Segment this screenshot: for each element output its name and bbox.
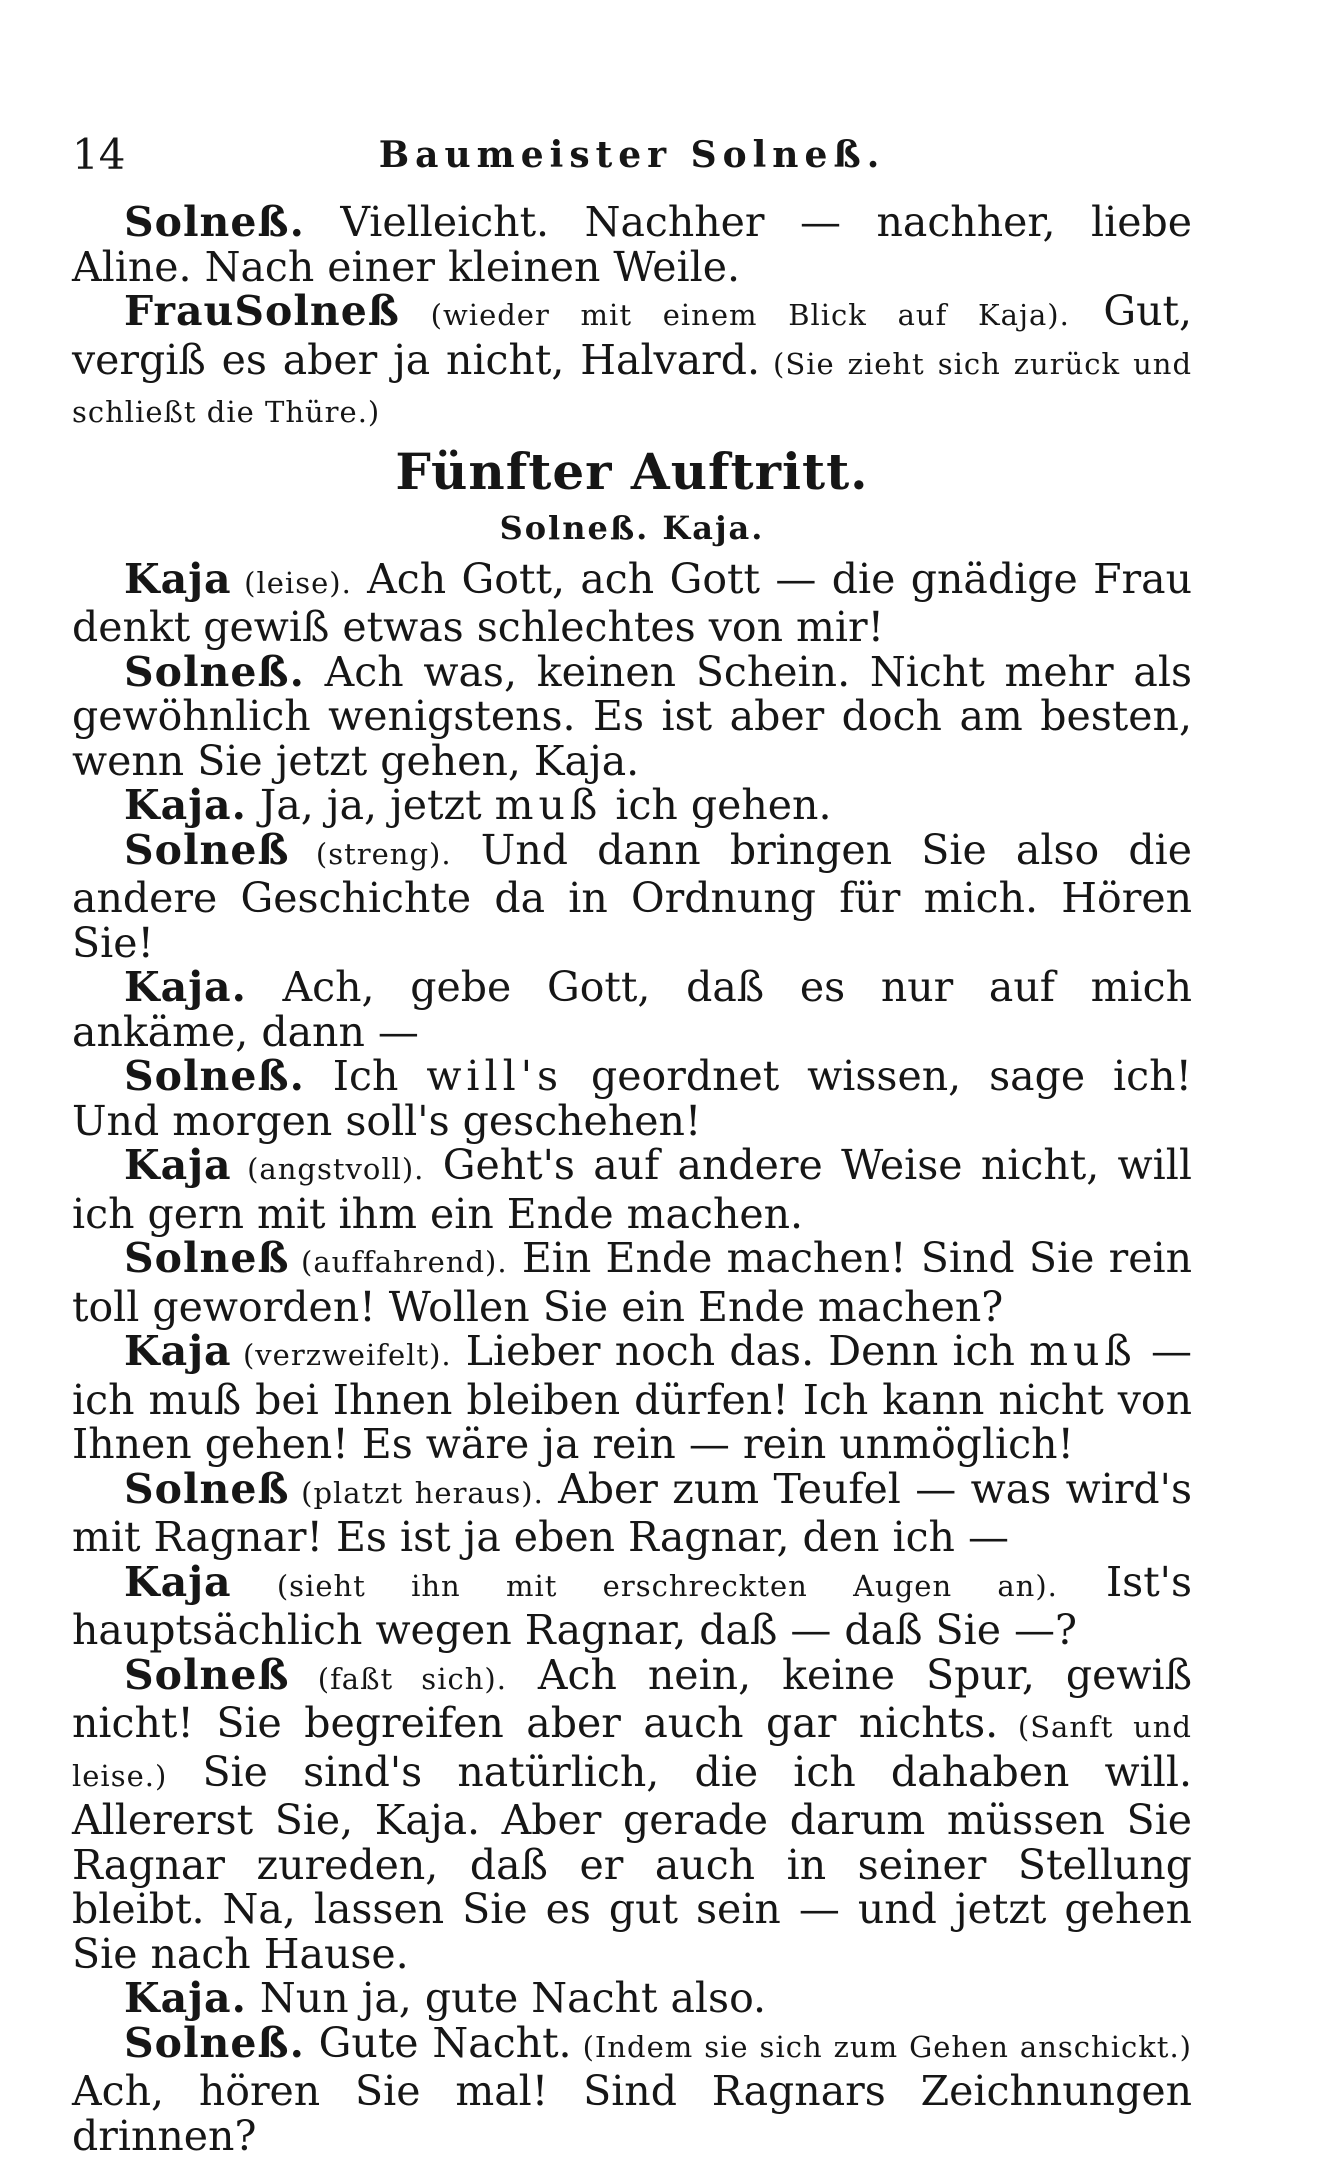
speaker-name: Kaja xyxy=(124,1557,232,1606)
speaker-name: Solneß xyxy=(124,1650,290,1699)
speaker-name: Solneß. xyxy=(124,647,305,696)
stage-direction: (auffahrend). xyxy=(289,1245,508,1279)
stage-direction: (angstvoll). xyxy=(231,1152,425,1186)
dialogue-line xyxy=(72,200,1192,289)
dialogue-line xyxy=(72,1236,1192,1329)
dialogue-line xyxy=(72,1143,1192,1236)
line-text: — ich muß bei Ihnen bleiben dürfen! Ich kann nicht von Ihnen gehen! Es wäre ja rein — rein unmöglich! xyxy=(72,1327,1192,1468)
stage-direction: (verzweifelt). xyxy=(231,1338,452,1372)
dialogue-line xyxy=(72,1329,1192,1467)
line-text: Lieber noch das. Denn ich xyxy=(451,1327,1030,1375)
line-text: Und dann bringen Sie also die andere Geschichte da in Ordnung für mich. Hören Sie! xyxy=(72,825,1192,967)
dialogue-line xyxy=(72,1650,1192,1978)
line-text: Ach, gebe Gott, daß es nur auf mich ankäme, dann — xyxy=(72,963,1192,1056)
line-text: ich gehen. xyxy=(602,781,832,829)
line-text: Gut, vergiß es aber ja nicht, Halvard. xyxy=(72,287,1192,384)
line-text: Nun ja, gute Nacht also. xyxy=(246,1974,767,2022)
line-text: Ich xyxy=(304,1052,427,1100)
stage-direction: (leise). xyxy=(231,565,352,600)
stage-direction: (wieder mit einem Blick auf Kaja). xyxy=(399,298,1070,332)
line-text: Vielleicht. Nachher — nachher, liebe Aline. Nach einer kleinen Weile. xyxy=(72,198,1192,291)
line-text: Gute Nacht. xyxy=(304,2018,572,2067)
dialogue-line xyxy=(72,289,1192,435)
dialogue-line xyxy=(72,825,1192,967)
speaker-name: Kaja. xyxy=(124,781,247,829)
line-text: Geht's auf andere Weise nicht, will ich gern mit ihm ein Ende machen. xyxy=(72,1141,1192,1238)
speaker-name: Solneß xyxy=(124,1234,290,1282)
stage-direction: (Sie zieht sich zurück und schließt die Thüre.) xyxy=(72,346,1193,429)
line-text: Ach was, keinen Schein. Nicht mehr als gewöhnlich wenigstens. Es ist aber doch am besten, wenn Sie jetzt gehen, Kaja. xyxy=(72,647,1192,785)
dialogue-line xyxy=(72,1464,1192,1561)
line-text: Ein Ende machen! Sind Sie rein toll geworden! Wollen Sie ein Ende machen? xyxy=(72,1234,1192,1331)
speaker-name: Solneß xyxy=(124,1464,290,1513)
dialogue-line xyxy=(72,1557,1192,1654)
dialogue-line xyxy=(72,783,1192,828)
emphasized-word: muß xyxy=(1029,1327,1137,1375)
line-text: Aber zum Teufel — was wird's mit Ragnar! Es ist ja eben Ragnar, den ich — xyxy=(72,1464,1192,1561)
dialogue-line xyxy=(72,2018,1192,2160)
stage-direction: (platzt heraus). xyxy=(289,1475,544,1510)
stage-direction: (Indem sie sich zum Gehen anschickt.) xyxy=(571,2029,1192,2064)
running-title: Baumeister Solneß. xyxy=(378,134,886,176)
line-text: Ist's hauptsächlich wegen Ragnar, daß — daß Sie —? xyxy=(72,1557,1192,1654)
speaker-name: Solneß. xyxy=(124,2018,305,2067)
line-text: Ach Gott, ach Gott — die gnädige Frau denkt gewiß etwas schlechtes von mir! xyxy=(72,554,1192,651)
speaker-name: Kaja. xyxy=(124,1974,247,2022)
emphasized-word: muß xyxy=(494,781,603,829)
stage-direction: (faßt sich). xyxy=(289,1661,507,1696)
emphasized-word: will's xyxy=(426,1052,564,1100)
speaker-name: Kaja xyxy=(124,1141,232,1189)
stage-direction: (sieht ihn mit erschreckten Augen an). xyxy=(231,1568,1058,1603)
speaker-name: Kaja. xyxy=(124,963,247,1011)
line-text: Ach nein, keine Spur, gewiß nicht! Sie begreifen aber auch gar nichts. xyxy=(72,1650,1192,1747)
dialogue-line xyxy=(72,1054,1192,1143)
page-number: 14 xyxy=(72,130,126,179)
speaker-name: Solneß. xyxy=(124,1052,305,1100)
line-text: geordnet wissen, sage ich! Und morgen soll's geschehen! xyxy=(72,1052,1192,1145)
dialogue-line xyxy=(72,965,1192,1054)
dialogue-line xyxy=(72,554,1192,651)
scene-heading: Fünfter Auftritt. xyxy=(395,441,869,501)
speaker-name: Kaja xyxy=(124,1327,232,1375)
scene-persons: Solneß. Kaja. xyxy=(499,508,765,547)
page-body xyxy=(72,200,1192,2158)
speaker-name: FrauSolneß xyxy=(124,287,400,335)
dialogue-line xyxy=(72,1976,1192,2021)
speaker-name: Solneß xyxy=(124,825,290,874)
page-header xyxy=(72,125,1192,185)
stage-direction: (Sanft und leise.) xyxy=(72,1710,1192,1793)
dialogue-line xyxy=(72,647,1192,785)
line-text: Sie sind's natürlich, die ich dahaben will. Allererst Sie, Kaja. Aber gerade darum müssen Sie Ragnar zureden, daß er auch in seiner Stellung bleibt. Na, lassen Sie es gut sein — und jetzt gehen Sie nach Hause. xyxy=(72,1747,1192,1978)
line-text: Ach, hören Sie mal! Sind Ragnars Zeichnungen drinnen? xyxy=(72,2067,1192,2160)
stage-direction: (streng). xyxy=(289,836,452,871)
speaker-name: Kaja xyxy=(124,554,232,603)
line-text: Ja, ja, jetzt xyxy=(246,781,495,829)
speaker-name: Solneß. xyxy=(124,198,305,246)
